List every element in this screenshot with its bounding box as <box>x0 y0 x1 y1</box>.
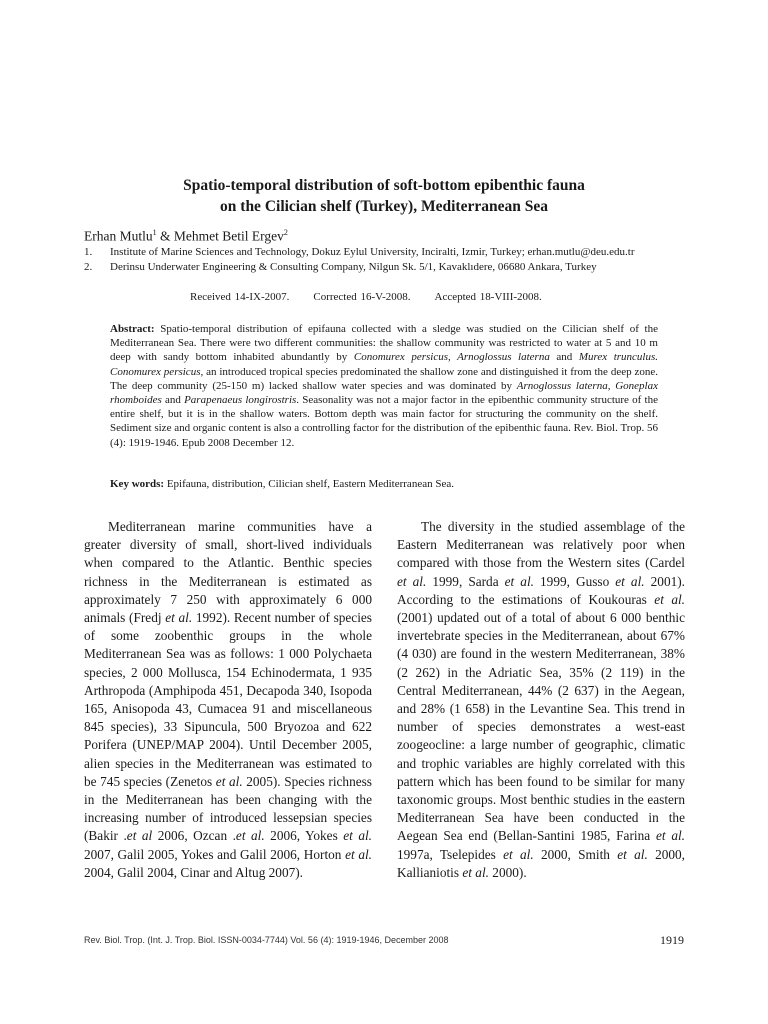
citation-etal: et al. <box>165 610 193 626</box>
body-text: (2001) updated out of a total of about 6 000 benthic invertebrate species in the Mediterranean, about 67% (4 030) are found in the western Mediterranean, 38% (2 262) in the Adriatic Sea, 35% (2 119) in the Central Mediterranean, 44% (2 637) in the Aegean, and 28% (1 658) in the Levantine Sea. This trend in number of species demonstrates a west-east zoogeocline: a large number of geographic, climatic and trophic variables are highly correlated with this pattern which has been found to be similar for many taxonomic groups. Most benthic studies in the eastern Mediterranean Sea have been conducted in the Aegean Sea end (Bellan-Santini 1985, Farina <box>397 610 685 844</box>
citation-etal: et al. <box>617 846 648 862</box>
citation-etal: et al. <box>235 828 265 844</box>
corrected-date: Corrected 16-V-2008. <box>313 291 411 303</box>
paper-title <box>80 175 688 217</box>
citation-etal: et al. <box>504 573 534 589</box>
body-column-right <box>397 518 685 882</box>
abstract-text: . Seasonality was not a major factor in the epibenthic community structure of the entire shelf, but it is in the shallow waters. Bottom depth was main factor for structuring the community on the shelf. Sediment size and organic content is also a controlling factor for the distribution of the epibenthic fauna. Rev. Biol. Trop. 56 (4): 1919-1946. Epub 2008 December 12. <box>110 394 658 449</box>
author-1-affiliation-mark: 1 <box>152 228 157 237</box>
citation-etal: et al. <box>503 846 534 862</box>
body-text: 2006, Ozcan . <box>152 828 236 844</box>
body-text: 2001). According to the estimations of Koukouras <box>397 573 685 607</box>
body-text: 1999, Gusso <box>533 573 616 589</box>
abstract-text: an introduced tropical species predominated the shallow zone and distinguished it from the deep zone. The deep community (25-150 m) lacked shallow water species and was dominated by <box>110 365 658 392</box>
title-line-1: Spatio-temporal distribution of soft-bottom epibenthic fauna <box>183 177 585 194</box>
citation-etal: et al. <box>215 773 243 789</box>
body-column-left <box>84 518 372 882</box>
body-text: 1999, Sarda <box>426 573 505 589</box>
abstract-text: and <box>161 394 185 407</box>
body-text: 1997a, Tselepides <box>397 846 504 862</box>
body-text: 2007, Galil 2005, Yokes and Galil 2006, Horton <box>84 846 346 862</box>
citation-etal: et al. <box>655 828 686 844</box>
affiliations <box>84 245 634 275</box>
body-text: 2004, Galil 2004, Cinar and Altug 2007). <box>84 864 304 880</box>
species-name: Arnoglossus laterna, Goneplax rhomboides <box>110 379 658 407</box>
affiliation-text: Derinsu Underwater Engineering & Consulting Company, Nilgun Sk. 5/1, Kavaklıdere, 06680 Ankara, Turkey <box>110 261 597 273</box>
author-1: Erhan Mutlu <box>84 228 153 244</box>
citation-etal: et al. <box>397 573 427 589</box>
affiliation-2 <box>84 260 634 275</box>
abstract <box>110 322 658 450</box>
citation-etal: et al. <box>343 828 373 844</box>
received-date: Received 14-IX-2007. <box>190 291 290 303</box>
body-text: 2000, Smith <box>533 846 618 862</box>
accepted-date: Accepted 18-VIII-2008. <box>434 291 542 303</box>
affiliation-text: Institute of Marine Sciences and Technology, Dokuz Eylul University, Inciralti, Izmir, Turkey; erhan.mutlu@deu.edu.tr <box>110 246 635 258</box>
keywords-label: Key words: <box>110 478 165 490</box>
author-list <box>84 228 288 245</box>
abstract-label: Abstract: <box>110 323 155 335</box>
citation-etal: et al <box>126 828 153 844</box>
citation-etal: et al. <box>345 846 372 862</box>
abstract-text: and <box>549 351 579 364</box>
abstract-text: Spatio-temporal distribution of epifauna collected with a sledge was studied on the Cilician shelf of the Mediterranean Sea. There were two different communities: the shallow community was restricted to water at 5 and 10 m deep with sandy bottom inhabited abundantly by <box>110 323 658 364</box>
citation-etal: et al. <box>615 573 645 589</box>
body-text: Mediterranean marine communities have a greater diversity of small, short-lived individuals when compared to the Atlantic. Benthic species richness in the Mediterranean is estimated as approximately 7 250 with approximately 6 000 animals (Fredj <box>84 519 372 626</box>
species-name: Parapenaeus longirostris <box>184 394 297 407</box>
affiliation-1 <box>84 245 634 260</box>
keywords-text: Epifauna, distribution, Cilician shelf, Eastern Mediterranean Sea. <box>164 478 454 490</box>
citation-etal: et al. <box>462 864 489 880</box>
species-name: Conomurex persicus, Arnoglossus laterna <box>353 351 550 364</box>
affiliation-number: 1. <box>84 246 93 258</box>
author-2-affiliation-mark: 2 <box>283 228 288 237</box>
page-number: 1919 <box>660 933 684 947</box>
author-2: & Mehmet Betil Ergev <box>156 228 284 244</box>
body-text: 2000, Kallianiotis <box>397 846 685 880</box>
keywords <box>110 478 658 490</box>
citation-etal: et al. <box>654 591 685 607</box>
affiliation-number: 2. <box>84 261 93 273</box>
body-text: 2000). <box>488 864 527 880</box>
body-text: 2006, Yokes <box>264 828 344 844</box>
body-text: The diversity in the studied assemblage of the Eastern Mediterranean was relatively poor when compared with those from the Western sites (Cardel <box>397 519 685 571</box>
body-text: 1992). Recent number of species of some zoobenthic groups in the whole Mediterranean Sea was as follows: 1 000 Polychaeta species, 2 000 Mollusca, 154 Echinodermata, 1 935 Arthropoda (Amphipoda 451, Decapoda 340, Isopoda 165, Anisopoda 43, Cumacea 91 and miscellaneous 845 species), 33 Sipuncula, 500 Bryozoa and 622 Porifera (UNEP/MAP 2004). Until December 2005, alien species in the Mediterranean was estimated to be 745 species (Zenetos <box>84 610 372 789</box>
species-name: Murex trunculus. Conomurex persicus, <box>110 351 659 378</box>
title-line-2: on the Cilician shelf (Turkey), Mediterranean Sea <box>220 198 548 215</box>
body-text: 2005). Species richness in the Mediterranean has been changing with the increasing number of introduced lessepsian species (Bakir . <box>84 773 372 844</box>
journal-footer: Rev. Biol. Trop. (Int. J. Trop. Biol. ISSN-0034-7744) Vol. 56 (4): 1919-1946, December 2008 <box>84 935 449 945</box>
submission-dates <box>190 291 566 303</box>
